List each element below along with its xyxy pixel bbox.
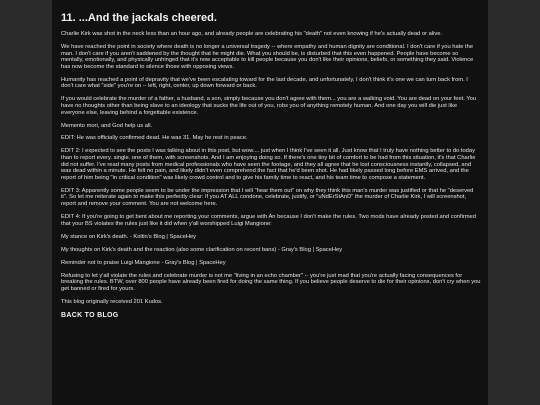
paragraph-edit-3: EDIT 3: Apparently some people seem to be under the impression that I will "hear them out" on why they think this man's murder was justified or that he "deserved it". So let me reiterate again to make this perfectly clear: If you AT ALL condone, celebrate, justify, or "uNdErStAnD" the murder of Charlie Kirk, I will screenshot, report and remove your comment. You are not welcome here. — [61, 187, 474, 208]
paragraph-edit-2: EDIT 2: I expected to see the posts I was talking about in this post, but wow.... just when I think I've seen it all. Just know that I truly have nothing better to do today than to report every. single. one of them, with screenshots. And I am enjoying doing so. If there's one tiny bit of comfort to be had from this situation, it's that Charlie did not suffer. I've read many posts from medical professionals who have seen the footage, and they all agree that he lost consciousness instantly, collapsed, and was dead within a minute. He felt no pain, and likely didn't even comprehend the fact that he'd been shot. He had likely passed long before EMS arrived, and the report of him being "in critical condition" was likely crowd control and to give his family time to react, and his team time to compose a statement. — [61, 148, 476, 181]
paragraph-closing: Refusing to let y'all violate the rules and celebrate murder is not me "living in an echo chamber" -- you're just mad that you're actually facing consequences for breaking the rules. BTW, over 800 people have already been fired for doing the same thing. If you believe people deserve to die for their opinions, don't cry when you get banned or fired for yours. — [61, 272, 481, 292]
paragraph-celebrate: If you would celebrate the murder of a father, a husband, a son, simply because you don't agree with them... you are a walking void. You are dead on your feet. You have no thoughts other than being slave to an ideology that sucks the life out of you, robs you of anything remotely human. And one day you will die just like everyone else, leaving behind a forgettable existence. — [61, 96, 477, 116]
paragraph-edit-1: EDIT: He was officially confirmed dead. He was 31. May he rest in peace. — [61, 135, 248, 142]
link-grays-blog-reminder[interactable]: Reminder not to praise Luigi Mangione - Gray's Blog | SpaceHey — [61, 259, 226, 266]
kudos-count: This blog originally received 201 Kudos. — [61, 298, 163, 305]
link-koltins-blog[interactable]: My stance on Kirk's death. - Koltin's Blog | SpaceHey — [61, 233, 197, 240]
paragraph-memento-mori: Memento mori, and God help us all. — [61, 122, 153, 129]
link-item-gray-thoughts — [61, 247, 481, 254]
blog-post-content — [61, 12, 481, 320]
blog-post-panel — [52, 0, 488, 405]
link-item-koltin — [61, 234, 481, 241]
back-to-blog-link[interactable]: BACK TO BLOG — [61, 311, 119, 319]
post-body — [61, 31, 481, 305]
post-title: 11. ...And the jackals cheered. — [61, 12, 217, 24]
link-grays-blog-thoughts[interactable]: My thoughts on Kirk's death and the reaction (also some clarification on recent bans) - Gray's Blog | SpaceHey — [61, 246, 343, 253]
paragraph-edit-4: EDIT 4: If you're going to get bent about me reporting your comments, argue with An because I don't make the rules. Two mods have already posted and confirmed that your BS violates the rules just like it did when y'all worshipped Luigi Mangione: — [61, 214, 476, 227]
link-item-gray-reminder — [61, 260, 481, 267]
paragraph-society: We have reached the point in society where death is no longer a universal tragedy -- where empathy and human dignity are conditional. I don't care if you hate the man. I don't care if you aren't saddened by the thought that he might die. What you should be, is disturbed that this even happened. People have become so mentally, emotionally, and physically unhinged that it's now acceptable to kill people because you don't like their opinions, beliefs, or something they said. Violence has now become the standard to silence those with opposing views. — [61, 43, 474, 70]
paragraph-intro: Charlie Kirk was shot in the neck less than an hour ago, and already people are celebrating his "death" not even knowing if he's actually dead or alive. — [61, 31, 443, 37]
paragraph-humanity: Humanity has reached a point of depravity that we've been escalating toward for the last decade, and unfortunately, I don't think it's one we can turn back from. I don't care what "side" you're on -- left, right, center, up down forward or back. — [61, 76, 468, 90]
